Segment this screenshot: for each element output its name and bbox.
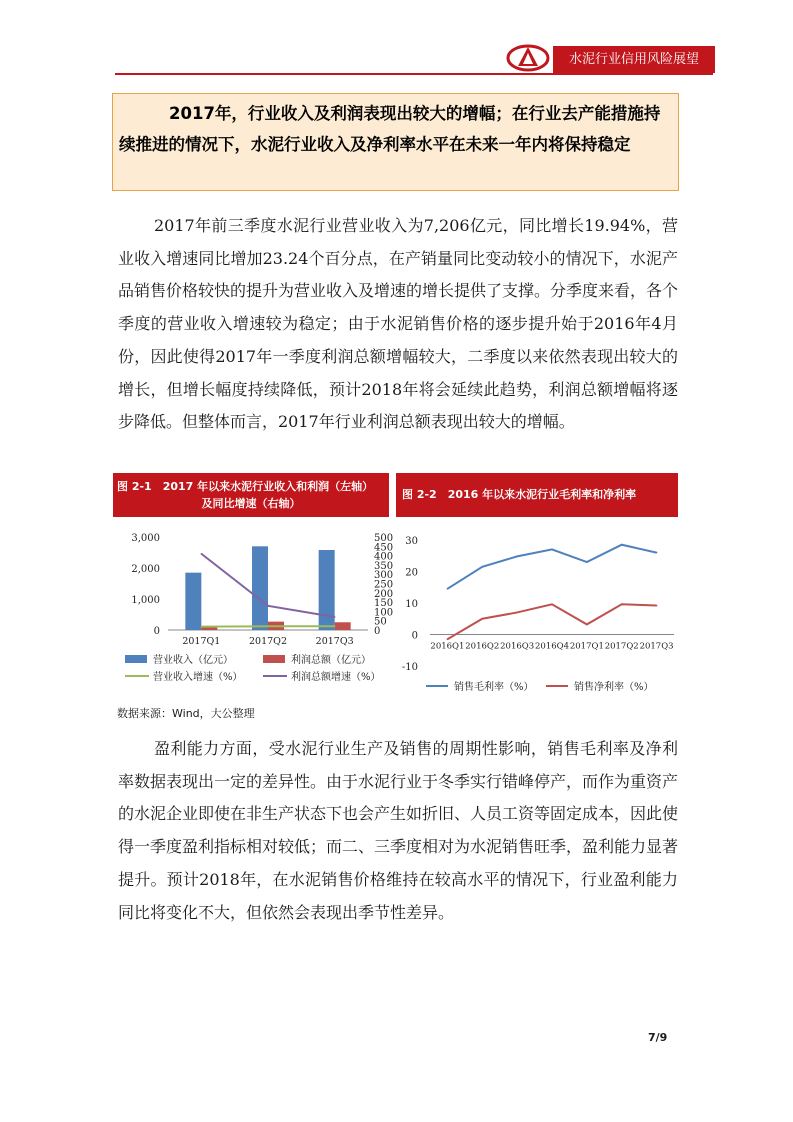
y-right-tick-label: 0	[374, 626, 381, 637]
line-gross-margin	[447, 545, 656, 589]
bar-revenue	[185, 573, 201, 630]
x-tick-label: 2016Q3	[500, 641, 535, 652]
y-right-tick-label: 250	[374, 579, 394, 591]
y-right-tick-label: 100	[374, 607, 394, 619]
legend-label: 利润总额（亿元）	[291, 655, 371, 666]
paragraph-revenue-text: 2017年前三季度水泥行业营业收入为7,206亿元，同比增长19.94%，营业收入增速同比增加23.24个百分点，在产销量同比变动较小的情况下，水泥产品销售价格较快的提升为营业收入及增速的增长提供了支撑。分季度来看，各个季度的营业收入增速较为稳定；由于水泥销售价格的逐步提升始于2016年4月份，因此使得2017年一季度利润总额增幅较大，二季度以来依然表现出较大的增长，但增长幅度持续降低，预计2018年将会延续此趋势，利润总额增幅将逐步降低。但整体而言，2017年行业利润总额表现出较大的增幅。	[118, 216, 679, 432]
x-tick-label: 2017Q2	[248, 636, 288, 647]
line-point	[447, 588, 449, 590]
line-point	[656, 552, 658, 554]
figure-2-title	[396, 473, 678, 517]
line-point	[551, 603, 553, 605]
legend-label: 营业收入（亿元）	[153, 655, 233, 666]
x-tick-label: 2016Q1	[430, 641, 465, 652]
bar-profit	[335, 622, 351, 630]
line-point	[447, 638, 449, 640]
line-point	[621, 603, 623, 605]
y-right-tick-label: 500	[374, 533, 394, 544]
x-tick-label: 2017Q1	[182, 636, 221, 647]
y-tick-label: 10	[405, 599, 418, 610]
line-point	[201, 626, 203, 628]
line-point	[334, 625, 336, 627]
x-tick-label: 2017Q3	[639, 641, 674, 652]
y-tick-label: 0	[411, 630, 418, 642]
legend-swatch	[263, 655, 285, 663]
x-tick-label: 2016Q4	[534, 641, 570, 652]
y-left-tick-label: 1,000	[131, 595, 160, 606]
headline-text: 2017年，行业收入及利润表现出较大的增幅；在行业去产能措施持续推进的情况下，水泥行业收入及净利率水平在未来一年内将保持稳定	[119, 104, 661, 154]
figure-2-title-text: 图 2-2 2016 年以来水泥行业毛利率和净利率	[402, 488, 637, 501]
figure-1-title-line1: 图 2-1 2017 年以来水泥行业收入和利润（左轴）	[117, 480, 374, 493]
y-right-tick-label: 450	[374, 542, 394, 554]
logo-icon	[506, 44, 550, 72]
legend-label: 营业收入增速（%）	[153, 672, 243, 683]
line-point	[551, 549, 553, 551]
figure-1-title-line2: 及同比增速（右轴）	[201, 497, 301, 510]
legend-label: 销售净利率（%）	[574, 682, 654, 693]
legend-label: 销售毛利率（%）	[454, 682, 534, 693]
line-point	[586, 624, 588, 626]
x-tick-label: 2017Q1	[569, 641, 604, 652]
page-number: 7/9	[648, 1031, 668, 1044]
y-right-tick-label: 300	[374, 570, 394, 582]
line-point	[267, 605, 269, 607]
y-left-tick-label: 2,000	[131, 564, 160, 575]
paragraph-profitability	[118, 733, 678, 929]
y-right-tick-label: 350	[374, 560, 394, 572]
line-point	[656, 605, 658, 607]
bar-revenue	[252, 546, 268, 630]
bar-revenue	[319, 550, 335, 630]
x-tick-label: 2017Q3	[315, 636, 354, 647]
line-point	[621, 544, 623, 546]
y-tick-label: 20	[405, 567, 418, 579]
figure-1-title	[113, 473, 389, 517]
source-note: 数据来源：Wind，大公整理	[117, 707, 255, 720]
paragraph-revenue	[118, 210, 678, 439]
line-point	[201, 553, 203, 555]
line-net-margin	[447, 604, 656, 639]
paragraph-profitability-text: 盈利能力方面，受水泥行业生产及销售的周期性影响，销售毛利率及净利率数据表现出一定的差异性。由于水泥行业于冬季实行错峰停产，而作为重资产的水泥企业即使在非生产状态下也会产生如折旧、人员工资等固定成本，因此使得一季度盈利指标相对较低；而二、三季度相对为水泥销售旺季，盈利能力显著提升。预计2018年，在水泥销售价格维持在较高水平的情况下，行业盈利能力同比将变化不大，但依然会表现出季节性差异。	[118, 739, 679, 922]
headline-box	[112, 93, 679, 191]
chart-revenue-profit	[113, 520, 394, 695]
report-title: 水泥行业信用风险展望	[553, 46, 715, 73]
line-point	[481, 566, 483, 568]
y-tick-label: -10	[401, 662, 418, 673]
line-point	[267, 625, 269, 627]
legend-swatch	[125, 655, 147, 663]
y-tick-label: 30	[405, 536, 418, 547]
line-point	[334, 616, 336, 618]
y-left-tick-label: 3,000	[131, 533, 160, 544]
y-right-tick-label: 200	[374, 588, 394, 600]
y-right-tick-label: 150	[374, 598, 394, 610]
x-tick-label: 2016Q2	[465, 641, 500, 652]
y-right-tick-label: 50	[374, 616, 387, 628]
x-tick-label: 2017Q2	[604, 641, 639, 652]
chart-margins	[396, 520, 678, 695]
line-point	[586, 561, 588, 563]
y-left-tick-label: 0	[153, 626, 160, 637]
line-point	[481, 618, 483, 620]
y-right-tick-label: 400	[374, 551, 394, 563]
line-point	[516, 612, 518, 614]
line-point	[516, 556, 518, 558]
header-divider	[115, 73, 713, 75]
legend-label: 利润总额增速（%）	[291, 672, 381, 683]
